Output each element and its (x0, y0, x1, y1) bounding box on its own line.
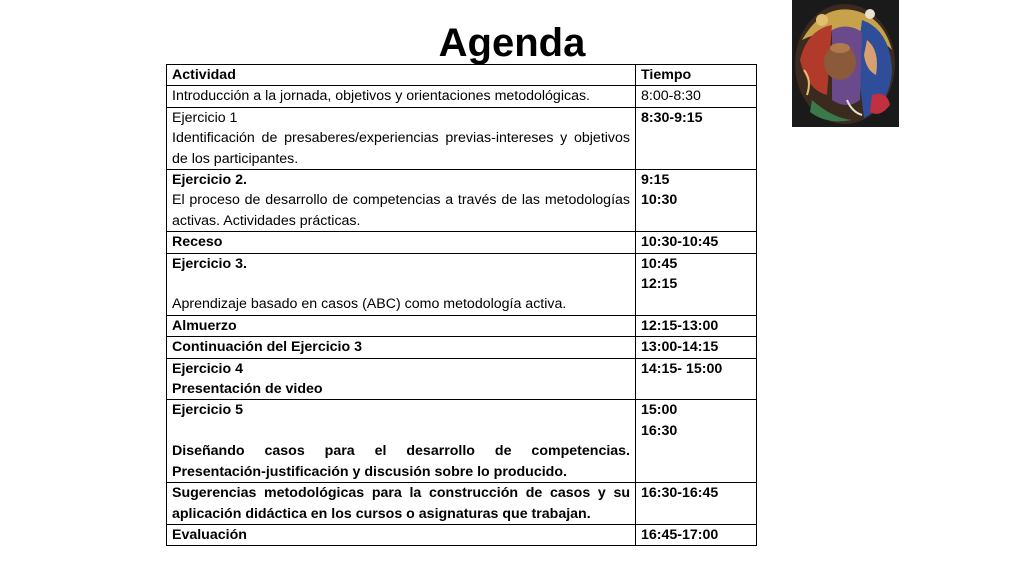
activity-cell (167, 253, 636, 315)
table-row (167, 170, 757, 232)
time-end: 12:15 (641, 276, 678, 293)
time-cell: 13:00-14:15 (636, 337, 757, 358)
time-cell (636, 400, 757, 483)
slide-title: Agenda (438, 21, 586, 65)
activity-title: Ejercicio 5 (172, 402, 243, 419)
time-start: 10:45 (641, 255, 678, 272)
activity-title: Ejercicio 3. (172, 255, 247, 272)
activity-title: Ejercicio 2. (172, 172, 247, 189)
time-end: 16:30 (641, 422, 678, 439)
activity-cell: Sugerencias metodológicas para la construcción de casos y su aplicación didáctica en los cursos o asignaturas que trabajan. (167, 483, 636, 525)
time-cell: 14:15- 15:00 (636, 358, 757, 400)
blank-line (172, 421, 630, 441)
table-row (167, 315, 757, 336)
blank-line (172, 274, 630, 294)
activity-cell (167, 107, 636, 169)
table-row (167, 86, 757, 107)
activity-cell (167, 170, 636, 232)
time-start: 15:00 (641, 402, 678, 419)
time-cell: 12:15-13:00 (636, 315, 757, 336)
table-row (167, 232, 757, 253)
table-row (167, 107, 757, 169)
time-end: 10:30 (641, 192, 678, 209)
header-activity: Actividad (167, 65, 636, 86)
table-row (167, 337, 757, 358)
table-row (167, 253, 757, 315)
header-time: Tiempo (636, 65, 757, 86)
activity-cell: Continuación del Ejercicio 3 (167, 337, 636, 358)
activity-text: Aprendizaje basado en casos (ABC) como metodología activa. (172, 296, 567, 313)
activity-text: Diseñando casos para el desarrollo de competencias. Presentación-justificación y discusión sobre lo producido. (172, 443, 630, 480)
activity-text: Introducción a la jornada, objetivos y orientaciones metodológicas. (172, 88, 590, 105)
time-start: 9:15 (641, 172, 670, 189)
time-cell: 10:30-10:45 (636, 232, 757, 253)
activity-cell: Evaluación (167, 524, 636, 545)
painting-icon (792, 0, 899, 127)
activity-title: Ejercicio 4 (172, 360, 243, 377)
time-cell (636, 253, 757, 315)
activity-cell (167, 400, 636, 483)
table-row (167, 400, 757, 483)
agenda-table (166, 64, 757, 546)
table-row (167, 483, 757, 525)
activity-cell: Almuerzo (167, 315, 636, 336)
time-cell: 16:30-16:45 (636, 483, 757, 525)
time-cell: 8:00-8:30 (636, 86, 757, 107)
time-cell (636, 170, 757, 232)
activity-text: El proceso de desarrollo de competencias a través de las metodologías activas. Actividades prácticas. (172, 192, 630, 229)
activity-text: Identificación de presaberes/experiencias previas-intereses y objetivos de los participantes. (172, 130, 630, 167)
time-cell: 16:45-17:00 (636, 524, 757, 545)
time-cell: 8:30-9:15 (636, 107, 757, 169)
table-row (167, 358, 757, 400)
activity-cell (167, 86, 636, 107)
table-header-row (167, 65, 757, 86)
table-row (167, 524, 757, 545)
activity-cell (167, 358, 636, 400)
activity-title: Ejercicio 1 (172, 109, 238, 126)
activity-cell: Receso (167, 232, 636, 253)
activity-text: Presentación de video (172, 381, 323, 398)
